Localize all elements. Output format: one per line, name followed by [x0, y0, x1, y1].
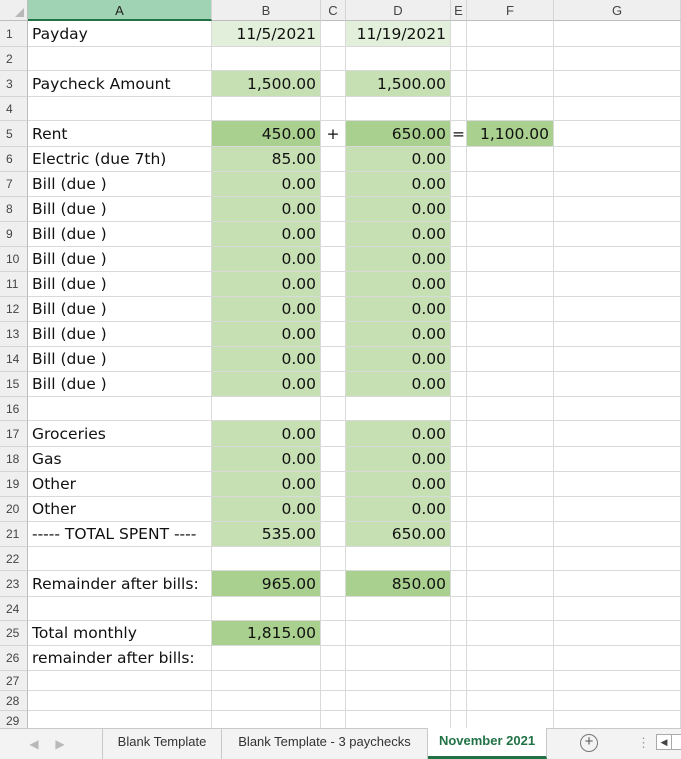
cell-f8[interactable] [467, 197, 554, 222]
cell-f1[interactable] [467, 21, 554, 47]
cell-d9[interactable]: 0.00 [346, 222, 451, 247]
cell-e19[interactable] [451, 472, 467, 497]
cell-b12[interactable]: 0.00 [212, 297, 321, 322]
cell-d25[interactable] [346, 621, 451, 646]
cell-f6[interactable] [467, 147, 554, 172]
cell-f5[interactable]: 1,100.00 [467, 121, 554, 147]
cell-g19[interactable] [554, 472, 681, 497]
tab-november-2021[interactable]: November 2021 [428, 728, 547, 759]
cell-f9[interactable] [467, 222, 554, 247]
cell-b1[interactable]: 11/5/2021 [212, 21, 321, 47]
cell-c7[interactable] [321, 172, 346, 197]
cell-g25[interactable] [554, 621, 681, 646]
cell-d14[interactable]: 0.00 [346, 347, 451, 372]
cell-c17[interactable] [321, 421, 346, 447]
cell-c25[interactable] [321, 621, 346, 646]
row-header-26[interactable]: 26 [0, 646, 28, 671]
cell-b29[interactable] [212, 711, 321, 728]
cell-e12[interactable] [451, 297, 467, 322]
cell-d15[interactable]: 0.00 [346, 372, 451, 397]
cell-c3[interactable] [321, 71, 346, 97]
cell-e29[interactable] [451, 711, 467, 728]
cell-f14[interactable] [467, 347, 554, 372]
cell-c16[interactable] [321, 397, 346, 421]
cell-f16[interactable] [467, 397, 554, 421]
cell-c28[interactable] [321, 691, 346, 711]
cell-a22[interactable] [28, 547, 212, 571]
cell-g20[interactable] [554, 497, 681, 522]
cell-e23[interactable] [451, 571, 467, 597]
row-header-28[interactable]: 28 [0, 691, 28, 711]
cell-d6[interactable]: 0.00 [346, 147, 451, 172]
cell-d1[interactable]: 11/19/2021 [346, 21, 451, 47]
row-header-8[interactable]: 8 [0, 197, 28, 222]
cell-f7[interactable] [467, 172, 554, 197]
cell-c8[interactable] [321, 197, 346, 222]
cell-g1[interactable] [554, 21, 681, 47]
cell-a5[interactable]: Rent [28, 121, 212, 147]
row-header-4[interactable]: 4 [0, 97, 28, 121]
row-header-29[interactable]: 29 [0, 711, 28, 728]
cell-f23[interactable] [467, 571, 554, 597]
cell-f24[interactable] [467, 597, 554, 621]
cell-d12[interactable]: 0.00 [346, 297, 451, 322]
cell-a28[interactable] [28, 691, 212, 711]
cell-e24[interactable] [451, 597, 467, 621]
row-header-20[interactable]: 20 [0, 497, 28, 522]
cell-g11[interactable] [554, 272, 681, 297]
cell-f2[interactable] [467, 47, 554, 71]
cell-g5[interactable] [554, 121, 681, 147]
cell-c1[interactable] [321, 21, 346, 47]
cell-d22[interactable] [346, 547, 451, 571]
row-header-21[interactable]: 21 [0, 522, 28, 547]
column-header-g[interactable]: G [554, 0, 681, 21]
cell-a21[interactable]: ----- TOTAL SPENT ---- [28, 522, 212, 547]
cell-b6[interactable]: 85.00 [212, 147, 321, 172]
cell-g26[interactable] [554, 646, 681, 671]
cell-b4[interactable] [212, 97, 321, 121]
tab-blank-template-3-paychecks[interactable]: Blank Template - 3 paychecks [222, 729, 428, 759]
cell-a20[interactable]: Other [28, 497, 212, 522]
cell-d7[interactable]: 0.00 [346, 172, 451, 197]
cell-g10[interactable] [554, 247, 681, 272]
cell-f10[interactable] [467, 247, 554, 272]
cell-b26[interactable] [212, 646, 321, 671]
cell-b27[interactable] [212, 671, 321, 691]
cell-f29[interactable] [467, 711, 554, 728]
row-header-24[interactable]: 24 [0, 597, 28, 621]
cell-e17[interactable] [451, 421, 467, 447]
cell-c6[interactable] [321, 147, 346, 172]
cell-c11[interactable] [321, 272, 346, 297]
cell-g17[interactable] [554, 421, 681, 447]
cell-g24[interactable] [554, 597, 681, 621]
cell-e8[interactable] [451, 197, 467, 222]
cell-a3[interactable]: Paycheck Amount [28, 71, 212, 97]
cell-e9[interactable] [451, 222, 467, 247]
row-header-18[interactable]: 18 [0, 447, 28, 472]
scroll-left-icon[interactable]: ◀ [656, 734, 672, 750]
cell-b15[interactable]: 0.00 [212, 372, 321, 397]
cell-b28[interactable] [212, 691, 321, 711]
cell-f27[interactable] [467, 671, 554, 691]
row-header-1[interactable]: 1 [0, 21, 28, 47]
cell-a7[interactable]: Bill (due ) [28, 172, 212, 197]
horizontal-scrollbar[interactable] [672, 734, 681, 750]
cell-b20[interactable]: 0.00 [212, 497, 321, 522]
row-header-3[interactable]: 3 [0, 71, 28, 97]
cell-b18[interactable]: 0.00 [212, 447, 321, 472]
cell-g27[interactable] [554, 671, 681, 691]
cell-d10[interactable]: 0.00 [346, 247, 451, 272]
row-header-19[interactable]: 19 [0, 472, 28, 497]
cell-a16[interactable] [28, 397, 212, 421]
cell-b11[interactable]: 0.00 [212, 272, 321, 297]
cell-f19[interactable] [467, 472, 554, 497]
cell-d17[interactable]: 0.00 [346, 421, 451, 447]
cell-a19[interactable]: Other [28, 472, 212, 497]
row-header-11[interactable]: 11 [0, 272, 28, 297]
column-header-e[interactable]: E [451, 0, 467, 21]
cell-g2[interactable] [554, 47, 681, 71]
cell-e11[interactable] [451, 272, 467, 297]
cell-b14[interactable]: 0.00 [212, 347, 321, 372]
cell-d5[interactable]: 650.00 [346, 121, 451, 147]
cell-e3[interactable] [451, 71, 467, 97]
cell-a1[interactable]: Payday [28, 21, 212, 47]
cell-g28[interactable] [554, 691, 681, 711]
cell-c29[interactable] [321, 711, 346, 728]
cell-d19[interactable]: 0.00 [346, 472, 451, 497]
cell-e22[interactable] [451, 547, 467, 571]
cell-e10[interactable] [451, 247, 467, 272]
cell-f15[interactable] [467, 372, 554, 397]
cell-a24[interactable] [28, 597, 212, 621]
cell-a14[interactable]: Bill (due ) [28, 347, 212, 372]
next-sheet-arrow-icon[interactable]: ▶ [55, 737, 65, 751]
cell-a12[interactable]: Bill (due ) [28, 297, 212, 322]
cell-c19[interactable] [321, 472, 346, 497]
cell-f13[interactable] [467, 322, 554, 347]
cell-f11[interactable] [467, 272, 554, 297]
cell-b10[interactable]: 0.00 [212, 247, 321, 272]
cell-c23[interactable] [321, 571, 346, 597]
cell-d20[interactable]: 0.00 [346, 497, 451, 522]
cell-c15[interactable] [321, 372, 346, 397]
cell-b8[interactable]: 0.00 [212, 197, 321, 222]
cell-a6[interactable]: Electric (due 7th) [28, 147, 212, 172]
cell-a15[interactable]: Bill (due ) [28, 372, 212, 397]
cell-a8[interactable]: Bill (due ) [28, 197, 212, 222]
cell-e15[interactable] [451, 372, 467, 397]
row-header-13[interactable]: 13 [0, 322, 28, 347]
cell-d3[interactable]: 1,500.00 [346, 71, 451, 97]
cell-c26[interactable] [321, 646, 346, 671]
prev-sheet-arrow-icon[interactable]: ◀ [29, 737, 39, 751]
cell-b2[interactable] [212, 47, 321, 71]
cell-b19[interactable]: 0.00 [212, 472, 321, 497]
cell-b9[interactable]: 0.00 [212, 222, 321, 247]
row-header-9[interactable]: 9 [0, 222, 28, 247]
cell-f25[interactable] [467, 621, 554, 646]
cell-f18[interactable] [467, 447, 554, 472]
cell-a4[interactable] [28, 97, 212, 121]
cell-a9[interactable]: Bill (due ) [28, 222, 212, 247]
cell-d26[interactable] [346, 646, 451, 671]
cell-e18[interactable] [451, 447, 467, 472]
cell-b5[interactable]: 450.00 [212, 121, 321, 147]
cell-b17[interactable]: 0.00 [212, 421, 321, 447]
cell-g3[interactable] [554, 71, 681, 97]
cell-a25[interactable]: Total monthly [28, 621, 212, 646]
cell-a23[interactable]: Remainder after bills: [28, 571, 212, 597]
cell-f20[interactable] [467, 497, 554, 522]
row-header-23[interactable]: 23 [0, 571, 28, 597]
cell-b7[interactable]: 0.00 [212, 172, 321, 197]
cell-f21[interactable] [467, 522, 554, 547]
cell-e1[interactable] [451, 21, 467, 47]
cell-e13[interactable] [451, 322, 467, 347]
column-header-b[interactable]: B [212, 0, 321, 21]
cell-d24[interactable] [346, 597, 451, 621]
cell-g18[interactable] [554, 447, 681, 472]
cell-a13[interactable]: Bill (due ) [28, 322, 212, 347]
cell-d2[interactable] [346, 47, 451, 71]
cell-a26[interactable]: remainder after bills: [28, 646, 212, 671]
cell-c10[interactable] [321, 247, 346, 272]
cell-b23[interactable]: 965.00 [212, 571, 321, 597]
cell-g13[interactable] [554, 322, 681, 347]
cell-c22[interactable] [321, 547, 346, 571]
row-header-25[interactable]: 25 [0, 621, 28, 646]
cell-e5[interactable]: = [451, 121, 467, 147]
row-header-17[interactable]: 17 [0, 421, 28, 447]
cell-b13[interactable]: 0.00 [212, 322, 321, 347]
cell-f26[interactable] [467, 646, 554, 671]
cell-g9[interactable] [554, 222, 681, 247]
cell-e21[interactable] [451, 522, 467, 547]
row-header-10[interactable]: 10 [0, 247, 28, 272]
cell-a18[interactable]: Gas [28, 447, 212, 472]
cell-e27[interactable] [451, 671, 467, 691]
column-header-a[interactable]: A [28, 0, 212, 21]
cell-f22[interactable] [467, 547, 554, 571]
cell-c4[interactable] [321, 97, 346, 121]
row-header-14[interactable]: 14 [0, 347, 28, 372]
cell-d28[interactable] [346, 691, 451, 711]
cell-e25[interactable] [451, 621, 467, 646]
cell-c18[interactable] [321, 447, 346, 472]
cell-e14[interactable] [451, 347, 467, 372]
cell-a2[interactable] [28, 47, 212, 71]
cell-a29[interactable] [28, 711, 212, 728]
tab-blank-template[interactable]: Blank Template [102, 729, 222, 759]
cell-c24[interactable] [321, 597, 346, 621]
cell-f12[interactable] [467, 297, 554, 322]
cell-a17[interactable]: Groceries [28, 421, 212, 447]
sheet-tab-bar [0, 728, 681, 759]
cell-d16[interactable] [346, 397, 451, 421]
cell-g21[interactable] [554, 522, 681, 547]
cell-c13[interactable] [321, 322, 346, 347]
row-header-6[interactable]: 6 [0, 147, 28, 172]
cell-e16[interactable] [451, 397, 467, 421]
cell-e4[interactable] [451, 97, 467, 121]
cell-b3[interactable]: 1,500.00 [212, 71, 321, 97]
cell-f3[interactable] [467, 71, 554, 97]
cell-f28[interactable] [467, 691, 554, 711]
cell-a10[interactable]: Bill (due ) [28, 247, 212, 272]
cell-f17[interactable] [467, 421, 554, 447]
cell-g4[interactable] [554, 97, 681, 121]
cell-d27[interactable] [346, 671, 451, 691]
cell-e7[interactable] [451, 172, 467, 197]
row-header-22[interactable]: 22 [0, 547, 28, 571]
select-all-corner[interactable] [0, 0, 28, 21]
cell-d8[interactable]: 0.00 [346, 197, 451, 222]
cell-b24[interactable] [212, 597, 321, 621]
cell-a27[interactable] [28, 671, 212, 691]
row-header-16[interactable]: 16 [0, 397, 28, 421]
cell-d4[interactable] [346, 97, 451, 121]
row-header-27[interactable]: 27 [0, 671, 28, 691]
column-header-c[interactable]: C [321, 0, 346, 21]
cell-e20[interactable] [451, 497, 467, 522]
cell-c21[interactable] [321, 522, 346, 547]
cell-c12[interactable] [321, 297, 346, 322]
cell-g22[interactable] [554, 547, 681, 571]
cell-b21[interactable]: 535.00 [212, 522, 321, 547]
cell-g15[interactable] [554, 372, 681, 397]
row-header-2[interactable]: 2 [0, 47, 28, 71]
cell-g8[interactable] [554, 197, 681, 222]
cell-c2[interactable] [321, 47, 346, 71]
column-header-d[interactable]: D [346, 0, 451, 21]
cell-d21[interactable]: 650.00 [346, 522, 451, 547]
cell-c9[interactable] [321, 222, 346, 247]
cell-d18[interactable]: 0.00 [346, 447, 451, 472]
cell-e6[interactable] [451, 147, 467, 172]
cell-a11[interactable]: Bill (due ) [28, 272, 212, 297]
cell-g12[interactable] [554, 297, 681, 322]
cell-g23[interactable] [554, 571, 681, 597]
more-options-icon[interactable]: ⋮ [637, 735, 650, 750]
cell-d29[interactable] [346, 711, 451, 728]
column-header-f[interactable]: F [467, 0, 554, 21]
cell-g7[interactable] [554, 172, 681, 197]
cell-c27[interactable] [321, 671, 346, 691]
cell-c14[interactable] [321, 347, 346, 372]
add-sheet-icon[interactable]: + [580, 734, 598, 752]
row-header-12[interactable]: 12 [0, 297, 28, 322]
row-header-7[interactable]: 7 [0, 172, 28, 197]
cell-g6[interactable] [554, 147, 681, 172]
cell-g16[interactable] [554, 397, 681, 421]
cell-e28[interactable] [451, 691, 467, 711]
cell-f4[interactable] [467, 97, 554, 121]
cell-g29[interactable] [554, 711, 681, 728]
row-header-15[interactable]: 15 [0, 372, 28, 397]
cell-c5[interactable]: + [321, 121, 346, 147]
cell-d13[interactable]: 0.00 [346, 322, 451, 347]
cell-d23[interactable]: 850.00 [346, 571, 451, 597]
cell-e26[interactable] [451, 646, 467, 671]
cell-b16[interactable] [212, 397, 321, 421]
cell-g14[interactable] [554, 347, 681, 372]
cell-b22[interactable] [212, 547, 321, 571]
cell-c20[interactable] [321, 497, 346, 522]
cell-b25[interactable]: 1,815.00 [212, 621, 321, 646]
cell-d11[interactable]: 0.00 [346, 272, 451, 297]
row-header-5[interactable]: 5 [0, 121, 28, 147]
cell-e2[interactable] [451, 47, 467, 71]
